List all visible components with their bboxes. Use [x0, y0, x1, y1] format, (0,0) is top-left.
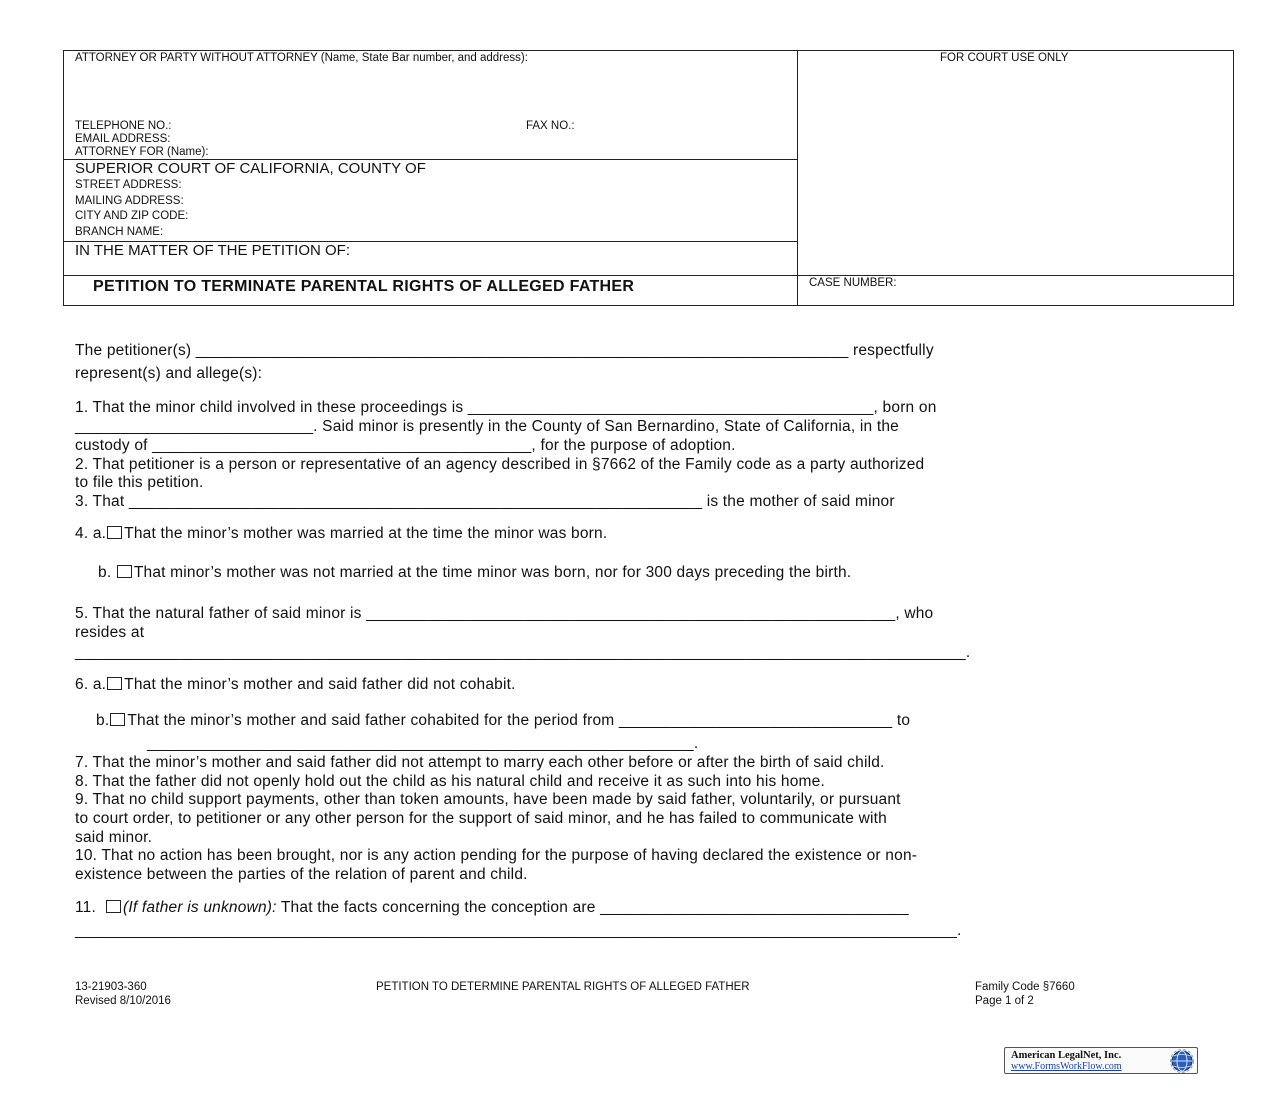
- para-1-line-1: 1. That the minor child involved in these proceedings is ______________________________________________, born on: [75, 399, 937, 416]
- attorney-for-label: ATTORNEY FOR (Name):: [75, 146, 209, 158]
- case-number-label: CASE NUMBER:: [809, 277, 897, 289]
- globe-icon: [1169, 1049, 1195, 1073]
- para-9-line-3: said minor.: [75, 829, 153, 846]
- checkbox-4b[interactable]: [117, 565, 132, 578]
- intro-line-1: The petitioner(s) __________________________________________________________________________ respectfully: [75, 342, 934, 359]
- para-5-line-1: 5. That the natural father of said minor is ____________________________________________________________, who: [75, 605, 934, 622]
- para-2-line-1: 2. That petitioner is a person or representative of an agency described in §7662 of the Family code as a party authorized: [75, 456, 925, 473]
- para-6a: [75, 676, 516, 694]
- telephone-label: TELEPHONE NO.:: [75, 120, 172, 132]
- para-2-line-2: to file this petition.: [75, 474, 204, 491]
- caption-divider-3: [64, 275, 1234, 276]
- para-11-condition: (If father is unknown):: [123, 899, 277, 916]
- para-6b-text: That the minor’s mother and said father cohabited for the period from _______________________________ to: [127, 712, 911, 729]
- matter-label: IN THE MATTER OF THE PETITION OF:: [75, 242, 351, 259]
- logo-url[interactable]: www.FormsWorkFlow.com: [1011, 1061, 1122, 1072]
- para-11-text: That the facts concerning the conception are ___________________________________: [276, 899, 909, 916]
- checkbox-4a[interactable]: [107, 526, 122, 539]
- para-4a-text: That the minor’s mother was married at the time the minor was born.: [124, 525, 608, 542]
- para-4b-label: b.: [98, 564, 112, 581]
- logo-company: American LegalNet, Inc.: [1011, 1050, 1122, 1061]
- para-11-line-2: ____________________________________________________________________________________________________.: [75, 922, 962, 939]
- court-use-label: FOR COURT USE ONLY: [940, 52, 1069, 64]
- footer-revised: Revised 8/10/2016: [75, 995, 171, 1007]
- checkbox-6b[interactable]: [110, 713, 125, 726]
- email-label: EMAIL ADDRESS:: [75, 133, 171, 145]
- form-title: PETITION TO TERMINATE PARENTAL RIGHTS OF ALLEGED FATHER: [93, 278, 635, 295]
- para-6a-text: That the minor’s mother and said father did not cohabit.: [124, 676, 516, 693]
- para-1-line-2: ___________________________. Said minor is presently in the County of San Bernardino, State of California, in the: [75, 418, 899, 435]
- para-6b: [96, 712, 910, 730]
- para-11: [75, 899, 909, 917]
- para-4b-text: That minor’s mother was not married at the time minor was born, nor for 300 days preceding the birth.: [133, 564, 852, 581]
- para-7: 7. That the minor’s mother and said father did not attempt to marry each other before or after the birth of said child.: [75, 754, 885, 771]
- court-name: SUPERIOR COURT OF CALIFORNIA, COUNTY OF: [75, 160, 426, 177]
- para-10-line-1: 10. That no action has been brought, nor is any action pending for the purpose of having declared the existence or non-: [75, 847, 918, 864]
- para-6b-label: b.: [96, 712, 110, 729]
- para-5-line-2: resides at: [75, 624, 145, 641]
- legalnet-logo[interactable]: [1004, 1047, 1198, 1074]
- caption-divider-vertical: [797, 51, 798, 306]
- intro-line-2: represent(s) and allege(s):: [75, 365, 263, 382]
- para-6b-line-2: ______________________________________________________________.: [147, 735, 699, 752]
- para-9-line-1: 9. That no child support payments, other than token amounts, have been made by said father, voluntarily, or pursuant: [75, 791, 901, 808]
- para-8: 8. That the father did not openly hold out the child as his natural child and receive it as such into his home.: [75, 773, 825, 790]
- para-11-label: 11.: [75, 899, 96, 916]
- para-6a-label: 6. a.: [75, 676, 107, 693]
- para-4a-label: 4. a.: [75, 525, 107, 542]
- attorney-label: ATTORNEY OR PARTY WITHOUT ATTORNEY (Name, State Bar number, and address):: [75, 52, 528, 64]
- para-10-line-2: existence between the parties of the relation of parent and child.: [75, 866, 528, 883]
- para-9-line-2: to court order, to petitioner or any other person for the support of said minor, and he has failed to communicate with: [75, 810, 887, 827]
- checkbox-11[interactable]: [106, 900, 121, 913]
- footer-code: Family Code §7660: [975, 981, 1075, 993]
- footer-form-number: 13-21903-360: [75, 981, 147, 993]
- mailing-address-label: MAILING ADDRESS:: [75, 195, 184, 207]
- para-4b: [98, 564, 851, 582]
- caption-box: [63, 50, 1234, 306]
- street-address-label: STREET ADDRESS:: [75, 179, 182, 191]
- para-1-line-3: custody of ___________________________________________, for the purpose of adoption.: [75, 437, 736, 454]
- branch-name-label: BRANCH NAME:: [75, 226, 164, 238]
- footer-page: Page 1 of 2: [975, 995, 1034, 1007]
- para-3: 3. That _________________________________________________________________ is the mother of said minor: [75, 493, 895, 510]
- checkbox-6a[interactable]: [107, 677, 122, 690]
- fax-label: FAX NO.:: [526, 120, 575, 132]
- para-4a: [75, 525, 607, 543]
- city-zip-label: CITY AND ZIP CODE:: [75, 210, 189, 222]
- para-5-line-3: _____________________________________________________________________________________________________.: [75, 644, 971, 661]
- footer-title: PETITION TO DETERMINE PARENTAL RIGHTS OF ALLEGED FATHER: [376, 981, 750, 993]
